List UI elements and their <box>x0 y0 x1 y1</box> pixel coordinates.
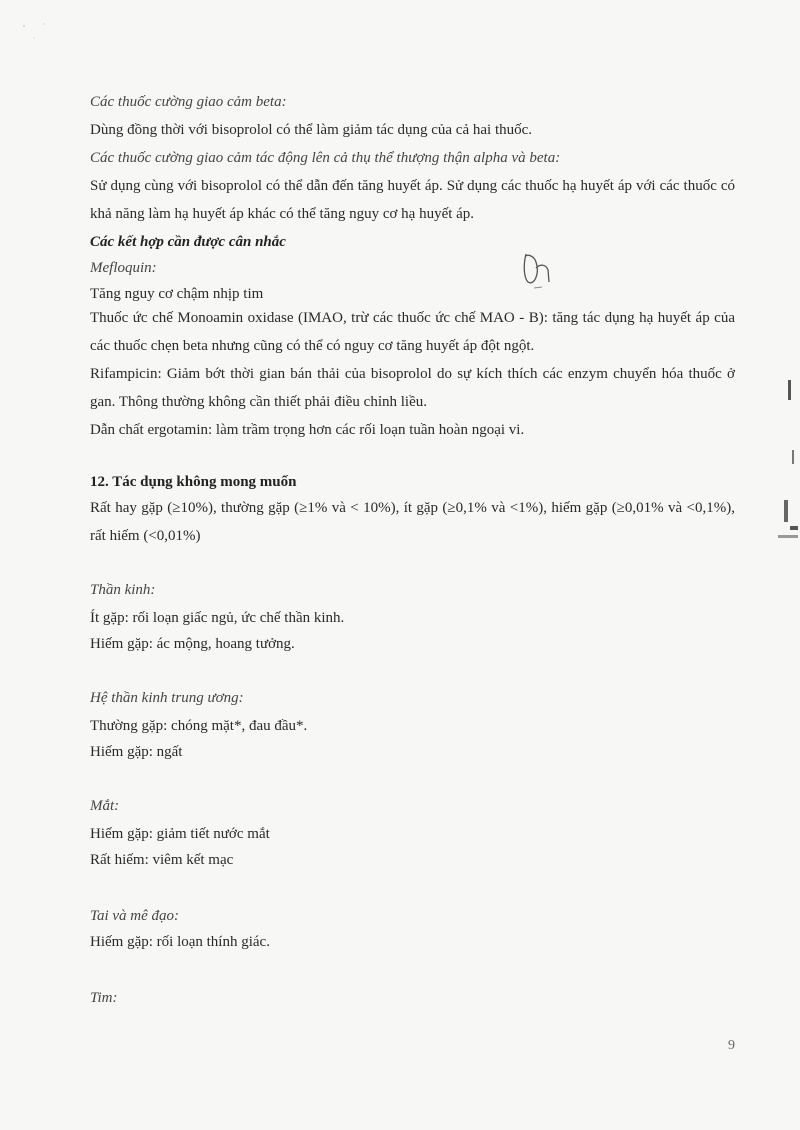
page-number: 9 <box>728 1038 735 1053</box>
handwritten-initials <box>518 246 568 301</box>
text-cns-rare: Hiếm gặp: ngất <box>90 744 183 760</box>
text-cns-common: Thường gặp: chóng mặt*, đau đầu*. <box>90 718 308 734</box>
heading-considered-combinations: Các kết hợp cần được cân nhắc <box>90 234 286 250</box>
subheading-cns: Hệ thần kinh trung ương: <box>90 690 244 706</box>
paragraph-imao: Thuốc ức chế Monoamin oxidase (IMAO, trừ các thuốc ức chế MAO - B): tăng tác dụng hạ huyết áp của các thuốc chẹn beta nhưng cũng có thể có nguy cơ tăng huyết áp đột ngột. <box>90 310 735 354</box>
text-ear-rare: Hiếm gặp: rối loạn thính giác. <box>90 934 270 950</box>
paragraph-hypertension: Sử dụng cùng với bisoprolol có thể dẫn đến tăng huyết áp. Sử dụng các thuốc hạ huyết áp với các thuốc có khả năng làm hạ huyết áp khác có thể tăng nguy cơ hạ huyết áp. <box>90 178 735 222</box>
subheading-ear: Tai và mê đạo: <box>90 908 180 924</box>
heading-mefloquin: Mefloquin: <box>90 260 157 276</box>
text-ergotamin: Dẫn chất ergotamin: làm trầm trọng hơn các rối loạn tuần hoàn ngoại vi. <box>90 422 525 438</box>
section-heading-adverse-effects: 12. Tác dụng không mong muốn <box>90 474 297 490</box>
paragraph-frequency-definitions: Rất hay gặp (≥10%), thường gặp (≥1% và < 10%), ít gặp (≥0,1% và <1%), hiếm gặp (≥0,01% và <0,1%), rất hiếm (<0,01%) <box>90 500 735 544</box>
subheading-nervous: Thần kinh: <box>90 582 156 598</box>
text-beta-agonists: Dùng đồng thời với bisoprolol có thể làm giảm tác dụng của cả hai thuốc. <box>90 122 533 138</box>
text-mefloquin: Tăng nguy cơ chậm nhịp tim <box>90 286 264 302</box>
text-eye-very-rare: Rất hiếm: viêm kết mạc <box>90 852 234 868</box>
text-eye-rare: Hiếm gặp: giảm tiết nước mắt <box>90 826 270 842</box>
subheading-heart: Tim: <box>90 990 118 1006</box>
text-nervous-uncommon: Ít gặp: rối loạn giấc ngủ, ức chế thần kinh. <box>90 610 345 626</box>
subheading-eye: Mắt: <box>90 798 120 814</box>
text-nervous-rare: Hiếm gặp: ác mộng, hoang tưởng. <box>90 636 295 652</box>
paragraph-rifampicin: Rifampicin: Giảm bớt thời gian bán thải của bisoprolol do sự kích thích các enzym chuyển hóa thuốc ở gan. Thông thường không cần thiết phải điều chỉnh liều. <box>90 366 735 410</box>
heading-alpha-beta-agonists: Các thuốc cường giao cảm tác động lên cả thụ thể thượng thận alpha và beta: <box>90 150 561 166</box>
heading-beta-agonists: Các thuốc cường giao cảm beta: <box>90 94 287 110</box>
binding-edge-marks <box>770 380 800 565</box>
scan-specks <box>20 20 50 55</box>
